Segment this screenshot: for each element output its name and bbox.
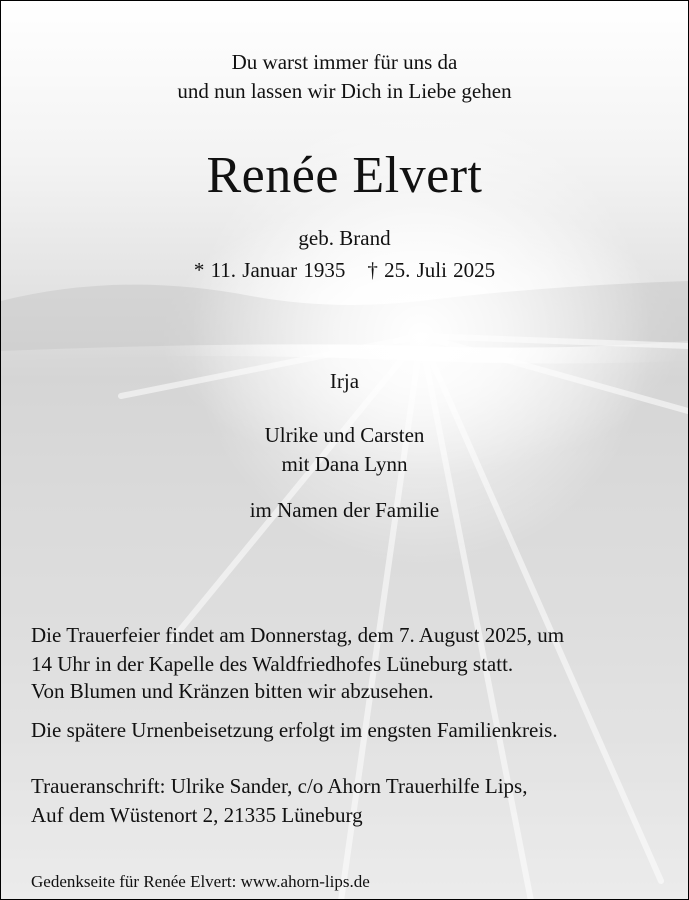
urn-burial-note: Die spätere Urnenbeisetzung erfolgt im engsten Familienkreis. [31, 718, 558, 742]
mourner-ulrike-carsten: Ulrike und Carsten [264, 423, 425, 447]
motto-line-2: und nun lassen wir Dich in Liebe gehen [177, 79, 512, 103]
motto-line-1: Du warst immer für uns da [231, 50, 458, 74]
birth-date: * 11. Januar 1935 [193, 258, 346, 282]
ceremony-line-1: Die Trauerfeier findet am Donnerstag, dem 7. August 2025, um [31, 623, 565, 647]
deceased-name: Renée Elvert [206, 147, 483, 204]
ceremony-line-3: Von Blumen und Kränzen bitten wir abzusehen. [31, 679, 434, 703]
memorial-page-link: Gedenkseite für Renée Elvert: www.ahorn-lips.de [31, 872, 370, 891]
life-dates [1, 258, 688, 283]
address-line-2: Auf dem Wüstenort 2, 21335 Lüneburg [31, 803, 363, 827]
address-line-1: Traueranschrift: Ulrike Sander, c/o Ahorn Trauerhilfe Lips, [31, 774, 528, 798]
mourner-dana-lynn: mit Dana Lynn [281, 452, 408, 476]
mourner-family: im Namen der Familie [249, 498, 440, 522]
mourner-irja: Irja [329, 369, 360, 393]
death-date: † 25. Juli 2025 [367, 258, 496, 282]
maiden-name: geb. Brand [298, 226, 391, 250]
ceremony-line-2: 14 Uhr in der Kapelle des Waldfriedhofes Lüneburg statt. [31, 652, 514, 676]
